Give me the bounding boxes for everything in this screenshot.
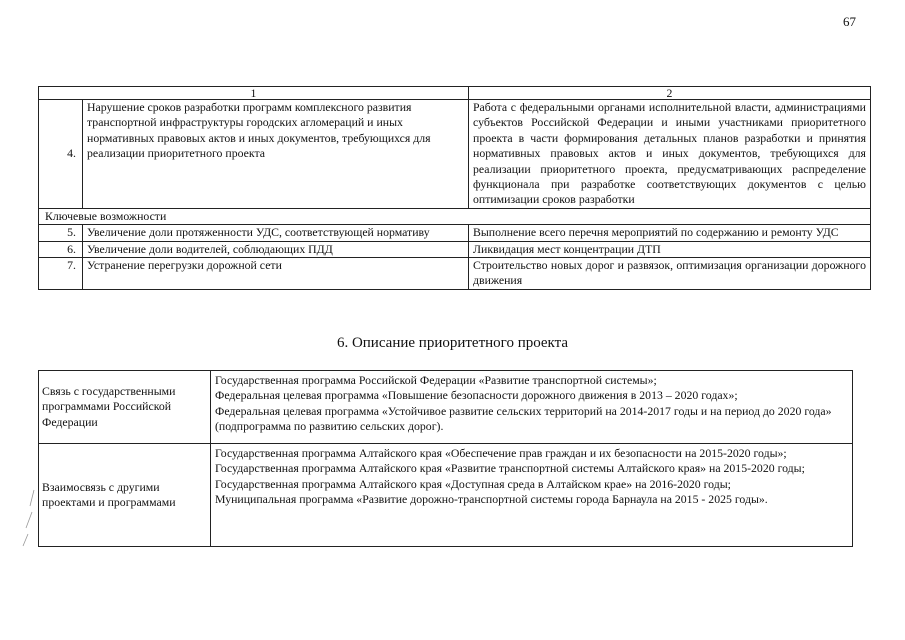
risk-table: [38, 86, 871, 290]
program-line: Федеральная целевая программа «Повышение безопасности дорожного движения в 2013 – 2020 годах»;: [215, 388, 738, 403]
opportunity-action: Ликвидация мест концентрации ДТП: [469, 241, 871, 257]
row-number: 6.: [39, 241, 83, 257]
opportunity-description: Устранение перегрузки дорожной сети: [83, 258, 469, 290]
section-label: Ключевые возможности: [39, 208, 871, 224]
section-title: 6. Описание приоритетного проекта: [336, 335, 569, 351]
description-table: [38, 370, 853, 547]
program-line: Государственная программа Алтайского края «Развитие транспортной системы Алтайского края» на 2015-2020 годы;: [215, 461, 805, 476]
column-header-1: 1: [39, 87, 469, 100]
program-line: Муниципальная программа «Развитие дорожно-транспортной системы города Барнаула на 2015 - 2025 годы».: [215, 492, 768, 507]
program-line: Государственная программа Алтайского края «Доступная среда в Алтайском крае» на 2016-2020 годы;: [215, 476, 731, 491]
opportunity-action: Строительство новых дорог и развязок, оптимизация организации дорожного движения: [469, 258, 871, 290]
row-label: Связь с государственными программами Российской Федерации: [39, 371, 211, 444]
column-header-2: 2: [469, 87, 871, 100]
table-row: [39, 258, 871, 290]
table-row: [39, 100, 871, 209]
pencil-mark: [20, 488, 40, 548]
table-row: [39, 371, 853, 444]
row-number: 4.: [39, 100, 83, 209]
table-row: [39, 241, 871, 257]
row-number: 5.: [39, 225, 83, 241]
opportunity-action: Выполнение всего перечня мероприятий по содержанию и ремонту УДС: [469, 225, 871, 241]
risk-description: Нарушение сроков разработки программ комплексного развития транспортной инфраструктуры городских агломераций и иных нормативных правовых актов и иных документов, требующихся для реализации приоритетного проекта: [83, 100, 469, 209]
row-label: Взаимосвязь с другими проектами и программами: [39, 444, 211, 547]
table-header-row: [39, 87, 871, 100]
section-row: [39, 208, 871, 224]
page-number: 67: [843, 14, 856, 29]
risk-mitigation: Работа с федеральными органами исполнительной власти, администрациями субъектов Российской Федерации и иными участниками приоритетного проекта в части формирования детальных планов разработки и принятия нормативных правовых актов и иных документов, требующихся для реализации приоритетного проекта, предусматривающих распределение функционала при разработке соответствующих документов с целью оптимизации сроков разработки: [469, 100, 871, 209]
program-line: Федеральная целевая программа «Устойчивое развитие сельских территорий на 2014-2017 годы и на период до 2020 года» (подпрограмма по развитию сельских дорог).: [215, 403, 832, 434]
program-line: Государственная программа Алтайского края «Обеспечение прав граждан и их безопасности на 2015-2020 годы»;: [215, 446, 787, 460]
opportunity-description: Увеличение доли водителей, соблюдающих ПДД: [83, 241, 469, 257]
table-row: [39, 225, 871, 241]
row-content: [211, 371, 853, 444]
row-content: [211, 444, 853, 547]
program-line: Государственная программа Российской Федерации «Развитие транспортной системы»;: [215, 373, 657, 387]
row-number: 7.: [39, 258, 83, 290]
table-row: [39, 444, 853, 547]
opportunity-description: Увеличение доли протяженности УДС, соответствующей нормативу: [83, 225, 469, 241]
